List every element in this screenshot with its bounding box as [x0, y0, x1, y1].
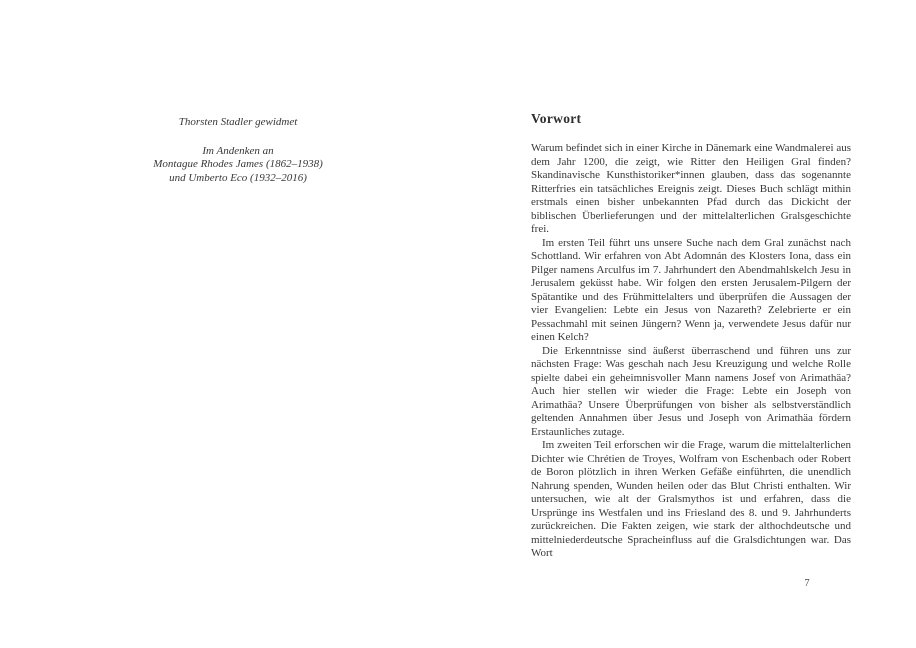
chapter-heading: Vorwort: [531, 111, 582, 126]
body-paragraph: Im ersten Teil führt uns unsere Suche nach dem Gral zunächst nach Schottland. Wir erfahren von Abt Adomnán des Klosters Iona, dass ein Pilger namens Arculfus im 7. Jahrhundert den Abendmahlskelch Jesu in Jerusalem geküsst habe. Wir folgen den ersten Jerusalem-Pilgern der Spätantike und des Frühmittelalters und überprüfen die Aussagen der vier Evangelien: Lebte ein Jesus von Nazareth? Zelebrierte er ein Pessachmahl mit seinen Jüngern? Wenn ja, verwendete Jesus dafür nur einen Kelch?: [531, 236, 851, 343]
body-paragraph: Im zweiten Teil erforschen wir die Frage, warum die mittelalterlichen Dichter wie Chrétien de Troyes, Wolfram von Eschenbach oder Robert de Boron plötzlich in ihren Werken Gefäße einführten, die unendlich Nahrung spenden, Wunden heilen oder das Blut Christi enthalten. Wir untersuchen, wie alt der Gralsmythos ist und erfahren, dass die Ursprünge ins Westfalen und ins Friesland des 8. und 9. Jahrhunderts zurückreichen. Die Fakten zeigen, wie stark der althochdeutsche und mittelniederdeutsche Spracheinfluss auf die Gralsdichtungen war. Das Wort: [531, 439, 851, 559]
body-paragraph: Die Erkenntnisse sind äußerst überraschend und führen uns zur nächsten Frage: Was geschah nach Jesu Kreuzigung und welche Rolle spielte dabei ein geheimnisvoller Mann namens Josef von Arimathäa? Auch hier stellen wir wieder die Frage: Lebte ein Joseph von Arimathäa? Unsere Überprüfungen von bisher als selbstverständlich geltenden Annahmen über Jesus und Joseph von Arimathäa fördern Erstaunliches zutage.: [531, 344, 851, 438]
memorial-block: [88, 145, 388, 186]
memorial-line: und Umberto Eco (1932–2016): [169, 171, 307, 184]
page-number: 7: [804, 578, 810, 589]
right-page: [458, 0, 916, 648]
memorial-line: Im Andenken an: [202, 144, 274, 157]
body-paragraph: Warum befindet sich in einer Kirche in Dänemark eine Wandmalerei aus dem Jahr 1200, die zeigt, wie Ritter den Heiligen Gral finden? Skandinavische Kunsthistoriker*innen glauben, dass das sogenannte Ritterfries ein tatsächliches Ereignis zeigt. Dieses Buch schlägt mithin erstmals einen bisher unbekannten Pfad durch das Dickicht der biblischen Überlieferungen und der mittelalterlichen Gralsgeschichte frei.: [531, 142, 851, 235]
dedication-line: Thorsten Stadler gewidmet: [178, 116, 298, 128]
dedication-block: [88, 116, 388, 185]
preface-text-column: [531, 111, 851, 561]
memorial-line: Montague Rhodes James (1862–1938): [153, 158, 323, 170]
